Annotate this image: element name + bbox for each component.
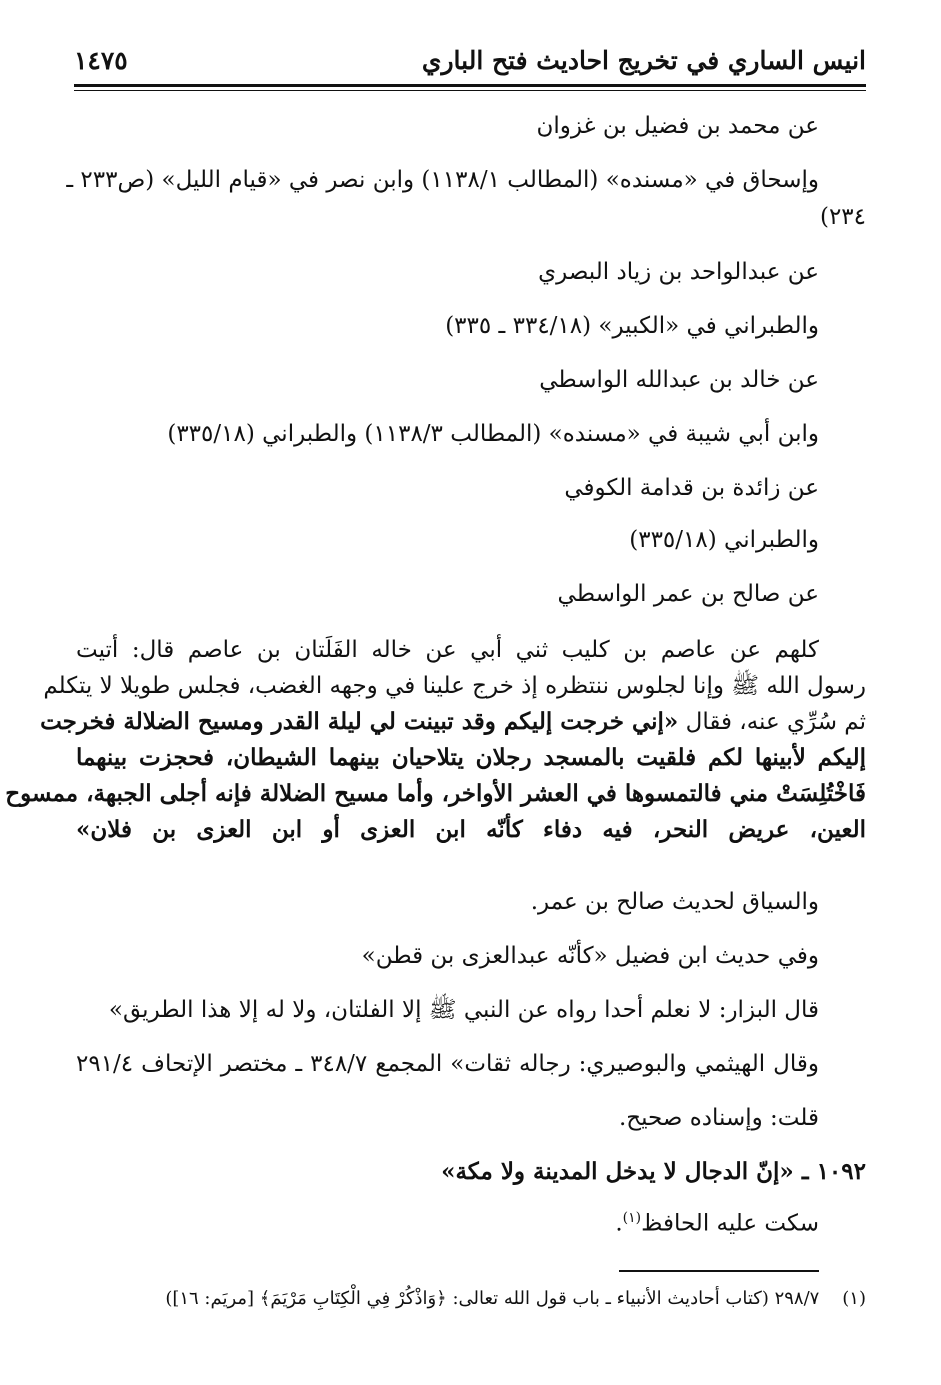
text-line: عن صالح بن عمر الواسطي xyxy=(557,581,819,607)
hadith-line: فَاخْتُلِسَتْ مني فالتمسوها في العشر الأواخر، وأما مسيح الضلالة فإنه أجلى الجبهة، ممسوح xyxy=(5,780,866,807)
hadith-quote: «إني خرجت إليكم وقد تبينت لي ليلة القدر ومسيح الضلالة فخرجت xyxy=(40,708,679,735)
text-line: وقال الهيثمي والبوصيري: رجاله ثقات» المجمع ٣٤٨/٧ ـ مختصر الإتحاف ٢٩١/٤ xyxy=(76,1051,819,1077)
hadith-line: كلهم عن عاصم بن كليب ثني أبي عن خاله الفَلَتان بن عاصم قال: أتيت xyxy=(76,637,819,663)
text-line: وإسحاق في «مسنده» (المطالب ١١٣٨/١) وابن نصر في «قيام الليل» (ص٢٣٣ ـ xyxy=(66,167,819,193)
text-line: والطبراني (٣٣٥/١٨) xyxy=(629,527,819,553)
footnote-marker: (١) xyxy=(842,1288,866,1309)
entry-text: «إنّ الدجال لا يدخل المدينة ولا مكة» xyxy=(441,1158,794,1185)
footnote xyxy=(165,1288,866,1309)
text-line: وابن أبي شيبة في «مسنده» (المطالب ١١٣٨/٣) والطبراني (٣٣٥/١٨) xyxy=(167,421,819,447)
text-line: عن عبدالواحد بن زياد البصري xyxy=(538,259,819,285)
hadith-line: العين، عريض النحر، فيه دفاء كأنّه ابن العزى أو ابن العزى بن فلان» xyxy=(76,816,866,843)
footnote-divider xyxy=(619,1270,819,1272)
hadith-line: إليكم لأبينها لكم فلقيت بالمسجد رجلان يتلاحيان بينهما الشيطان، فحجزت بينهما xyxy=(76,744,866,771)
text-line: ٢٣٤) xyxy=(819,204,866,230)
entry-number: ١٠٩٢ ـ xyxy=(801,1158,866,1185)
hadith-entry xyxy=(441,1152,866,1192)
entry-note: سكت عليه الحافظ$^{(١)}$. xyxy=(615,1210,819,1237)
running-title: انيس الساري في تخريج احاديث فتح الباري xyxy=(421,45,866,75)
text-line: عن محمد بن فضيل بن غزوان xyxy=(536,113,819,139)
header-rule-thin xyxy=(74,90,866,91)
header-rule-thick xyxy=(74,84,866,87)
text-line: قلت: وإسناده صحيح. xyxy=(618,1105,819,1131)
text-line: والسياق لحديث صالح بن عمر. xyxy=(530,889,819,915)
footnote-reference[interactable]: (١) xyxy=(622,1210,642,1226)
page-header xyxy=(74,40,866,80)
page-number: ١٤٧٥ xyxy=(74,45,128,75)
text-line: والطبراني في «الكبير» (٣٣٤/١٨ ـ ٣٣٥) xyxy=(445,313,819,339)
hadith-intro: ثم سُرِّي عنه، فقال xyxy=(678,709,866,735)
text-line: قال البزار: لا نعلم أحدا رواه عن النبي ﷺ إلا الفلتان، ولا له إلا هذا الطريق» xyxy=(108,997,819,1023)
hadith-line: رسول الله ﷺ وإنا لجلوس ننتظره إذ خرج علينا في وجهه الغضب، فجلس طويلا لا يتكلم xyxy=(43,673,866,699)
text-line: عن زائدة بن قدامة الكوفي xyxy=(564,475,819,501)
entry-note-text: سكت عليه الحافظ xyxy=(641,1210,819,1237)
footnote-text: ٢٩٨/٧ (كتاب أحاديث الأنبياء ـ باب قول الله تعالى: ﴿وَاذْكُرْ فِي الْكِتَابِ مَرْيَمَ﴾ [مريَم: ١٦]) xyxy=(165,1288,820,1309)
text-line: عن خالد بن عبدالله الواسطي xyxy=(539,367,819,393)
text-line: وفي حديث ابن فضيل «كأنّه عبدالعزى بن قطن» xyxy=(361,943,819,969)
hadith-line xyxy=(40,702,866,742)
